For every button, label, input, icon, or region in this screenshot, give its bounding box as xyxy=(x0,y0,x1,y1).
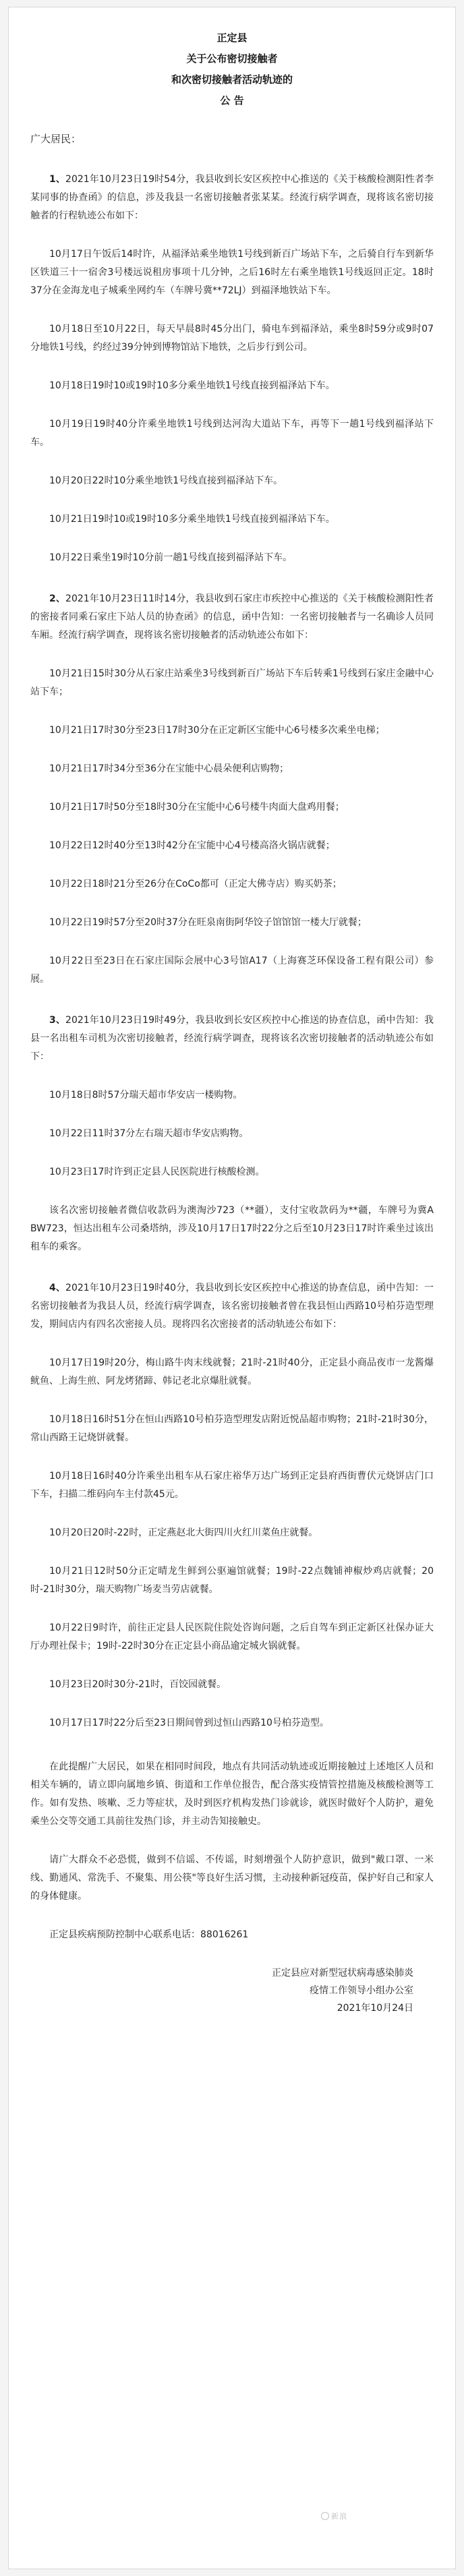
section-intro: 2、2021年10月23日11时14分，我县收到石家庄市疾控中心推送的《关于核酸检测阳性者的密接者同乘石家庄下站人员的协查函》的信息，函中告知：一名密切接触者与一名确诊人员同车厢。经流行病学调查，现将该名密切接触者的活动轨迹公布如下： xyxy=(30,593,434,641)
section-4 xyxy=(30,1279,434,1732)
trajectory-item: 10月18日16时40分许乘坐出租车从石家庄裕华万达广场到正定县府西街曹伏元烧饼店门口下车，扫描二维码向车主付款45元。 xyxy=(30,1471,434,1500)
trajectory-item: 10月18日至10月22日，每天早晨8时45分出门，骑电车到福泽站，乘坐8时59分或9时07分地铁1号线，约经过39分钟到博物馆站下地铁，之后步行到公司。 xyxy=(30,324,434,353)
section-number: 2、 xyxy=(49,593,66,604)
trajectory-item: 10月23日17时许到正定县人民医院进行核酸检测。 xyxy=(49,1167,265,1177)
trajectory-item: 10月18日16时51分在恒山西路10号柏芬造型理发店附近悦品超市购物；21时-21时30分，常山西路王记烧饼就餐。 xyxy=(30,1414,434,1443)
section-number: 4、 xyxy=(49,1283,66,1293)
trajectory-item: 10月22日至23日在石家庄国际会展中心3号馆A17（上海赛芝环保设备工程有限公司）参展。 xyxy=(30,956,434,985)
trajectory-item: 10月20日22时10分乘坐地铁1号线直接到福泽站下车。 xyxy=(49,475,283,486)
watermark xyxy=(321,2511,347,2521)
issuing-org-line-1: 正定县应对新型冠状病毒感染肺炎 xyxy=(272,1968,413,1979)
trajectory-item: 10月22日9时许，前往正定县人民医院住院处咨询问题，之后自驾车到正定新区社保办证大厅办理社保卡；19时-22时30分在正定县小商品逾定城火锅就餐。 xyxy=(30,1622,434,1651)
trajectory-item: 10月21日17时34分至36分在宝能中心晨朵便利店购物； xyxy=(49,763,289,774)
trajectory-item: 10月21日17时30分至23日17时30分在正定新区宝能中心6号楼多次乘坐电梯； xyxy=(49,725,385,736)
closing-section xyxy=(30,1758,434,1944)
trajectory-item: 10月21日17时50分至18时30分在宝能中心6号楼牛肉面大盘鸡用餐； xyxy=(49,802,345,813)
trajectory-item: 10月18日8时57分瑞天超市华安店一楼购物。 xyxy=(49,1090,243,1101)
trajectory-item: 10月17日17时22分后至23日期间曾到过恒山西路10号柏芬造型。 xyxy=(49,1718,329,1728)
greeting: 广大居民： xyxy=(30,133,82,145)
trajectory-item: 10月20日20时-22时，正定燕赵北大街四川火红川菜鱼庄就餐。 xyxy=(49,1527,318,1538)
header-title-line-1: 关于公布密切接触者 xyxy=(186,53,278,65)
contact-phone: 正定县疾病预防控制中心联系电话：88016261 xyxy=(49,1929,249,1940)
trajectory-item: 10月22日12时40分至13时42分在宝能中心4号楼高洛火锅店就餐； xyxy=(49,840,335,851)
closing-appeal: 请广大群众不必恐慌，做到不信谣、不传谣，时刻增强个人防护意识，做到"戴口罩、一米线、勤通风、常洗手、不聚集、用公筷"等良好生活习惯，主动接种新冠疫苗，保护好自己和家人的身体健康。 xyxy=(30,1854,434,1902)
section-number: 1、 xyxy=(49,174,66,185)
closing-reminder: 在此提醒广大居民，如果在相同时间段，地点有共同活动轨迹或近期接触过上述地区人员和相关车辆的，请立即向属地乡镇、街道和工作单位报告，配合落实疫情管控措施及核酸检测等工作。如有发热、咳嗽、乏力等症状，及时到医疗机构发热门诊就诊，就医时做好个人防护，避免乘坐公交等交通工具前往发热门诊，并主动告知接触史。 xyxy=(30,1761,434,1827)
trajectory-item: 10月21日12时50分正定晴龙生鲜到公驱遍馆就餐；19时-22点魏铺神椒炒鸡店就餐；20时-21时30分，瑞天购物广场麦当劳店就餐。 xyxy=(30,1566,434,1595)
trajectory-item: 10月17日午饭后14时许，从福泽站乘坐地铁1号线到新百广场站下车，之后骑自行车到新华区铁道三十一宿舍3号楼远说租房事项十几分钟，之后16时左右乘坐地铁1号线返回正定。18时37分在金海龙电子城乘坐网约车（车牌号冀**72LJ）到福泽地铁站下车。 xyxy=(30,249,434,296)
trajectory-item: 10月17日19时20分，梅山路牛肉末线就餐；21时-21时40分，正定县小商品夜市一龙酱爆鱿鱼、上海生煎、阿龙烤猪蹄、韩记老北京爆肚就餐。 xyxy=(30,1357,434,1386)
section-1 xyxy=(30,171,434,567)
trajectory-item: 10月22日11时37分左右瑞天超市华安店购物。 xyxy=(49,1128,249,1139)
trajectory-item: 10月23日20时30分-21时，百饺园就餐。 xyxy=(49,1679,227,1690)
weibo-icon xyxy=(321,2512,329,2520)
issue-date: 2021年10月24日 xyxy=(337,2003,413,2014)
issuing-org-line-2: 疫情工作领导小组办公室 xyxy=(310,1985,413,1996)
trajectory-item: 10月21日15时30分从石家庄站乘坐3号线到新百广场站下车后转乘1号线到石家庄金融中心站下车； xyxy=(30,668,434,697)
notice-body xyxy=(9,130,455,2017)
signature-block xyxy=(30,1964,434,2017)
header-county: 正定县 xyxy=(216,32,248,44)
trajectory-item: 10月22日乘坐19时10分前一趟1号线直接到福泽站下车。 xyxy=(49,552,293,563)
section-intro: 4、2021年10月23日19时40分，我县收到长安区疾控中心推送的协查信息，函中告知：一名密切接触者为我县人员，经流行病学调查，该名密切接触者曾在我县恒山西路10号柏芬造型理发，期间店内有四名次密接人员。现将四名次密接者的活动轨迹公布如下： xyxy=(30,1283,434,1330)
notice-document xyxy=(8,7,456,2569)
section-3 xyxy=(30,1012,434,1256)
watermark-text: 新浪 xyxy=(331,2512,347,2521)
trajectory-item: 10月19日19时40分许乘坐地铁1号线到达河沟大道站下车，再等下一趟1号线到福泽站下车。 xyxy=(30,419,434,448)
notice-header xyxy=(9,7,455,111)
section-intro: 1、2021年10月23日19时54分，我县收到长安区疾控中心推送的《关于核酸检测阳性者李某同事的协查函》的信息，涉及我县一名密切接触者张某某。经流行病学调查，现将该名密切接触者的行程轨迹公布如下： xyxy=(30,174,434,221)
trajectory-item: 10月22日18时21分至26分在CoCo都可（正定大佛寺店）购买奶茶； xyxy=(49,879,342,889)
header-title-line-2: 和次密切接触者活动轨迹的 xyxy=(171,74,293,86)
section-2 xyxy=(30,590,434,989)
trajectory-item: 10月22日19时57分至20时37分在旺泉南街阿华饺子馆馆馆一楼大厅就餐； xyxy=(49,917,367,928)
section-number: 3、 xyxy=(49,1015,66,1026)
trajectory-item: 10月18日19时10或19时10多分乘坐地铁1号线直接到福泽站下车。 xyxy=(49,380,335,391)
header-notice-word: 公 告 xyxy=(220,94,244,107)
section-intro: 3、2021年10月23日19时49分，我县收到长安区疾控中心推送的协查信息，函中告知：我县一名出租车司机为次密切接触者，经流行病学调查，现将该名次密切接触者的活动轨迹公布如下： xyxy=(30,1015,434,1062)
trajectory-item: 10月21日19时10或19时10多分乘坐地铁1号线直接到福泽站下车。 xyxy=(49,514,335,525)
trajectory-item: 该名次密切接触者微信收款码为澳淘沙723（**疆），支付宝收款码为**疆，车牌号为冀A BW723，恒达出租车公司桑塔纳，涉及10月17日17时22分之后至10月23日17时许乘坐过该出租车的乘客。 xyxy=(30,1205,434,1252)
